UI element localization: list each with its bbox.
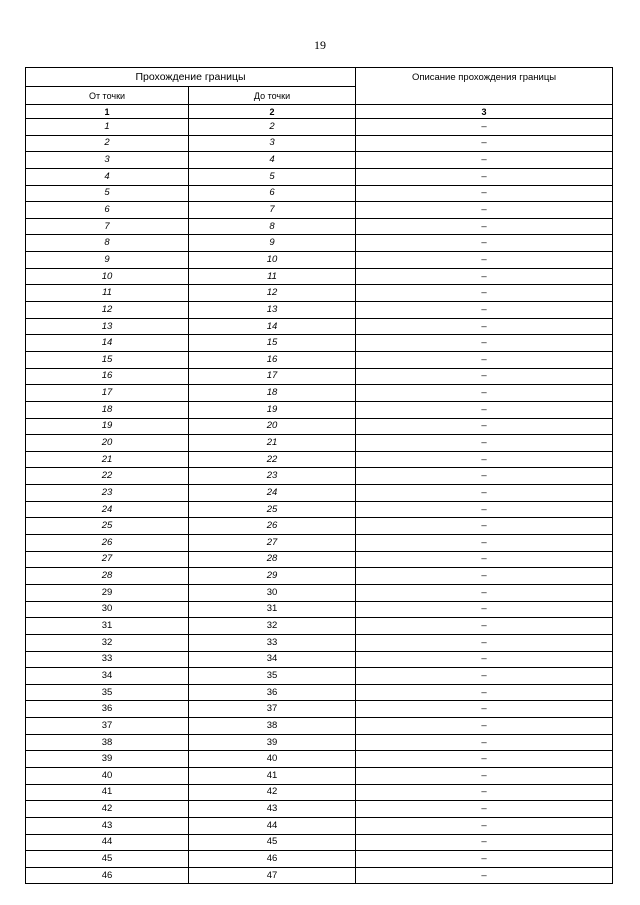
- to-point-cell: 12: [189, 285, 356, 302]
- description-cell: –: [356, 851, 613, 868]
- description-cell: –: [356, 218, 613, 235]
- description-cell: –: [356, 817, 613, 834]
- to-point-cell: 13: [189, 302, 356, 319]
- to-point-cell: 11: [189, 268, 356, 285]
- description-cell: –: [356, 734, 613, 751]
- to-point-cell: 36: [189, 684, 356, 701]
- from-point-cell: 13: [26, 318, 189, 335]
- description-cell: –: [356, 551, 613, 568]
- to-point-cell: 29: [189, 568, 356, 585]
- from-point-cell: 21: [26, 451, 189, 468]
- from-point-cell: 32: [26, 634, 189, 651]
- table-row: [26, 584, 613, 601]
- description-cell: –: [356, 119, 613, 136]
- from-point-cell: 11: [26, 285, 189, 302]
- table-row: [26, 368, 613, 385]
- column-number: 1: [26, 105, 189, 119]
- from-point-cell: 14: [26, 335, 189, 352]
- from-point-cell: 5: [26, 185, 189, 202]
- table-row: [26, 651, 613, 668]
- from-point-cell: 10: [26, 268, 189, 285]
- table-row: [26, 684, 613, 701]
- table-row: [26, 152, 613, 169]
- to-point-cell: 43: [189, 801, 356, 818]
- table-row: [26, 784, 613, 801]
- from-point-cell: 29: [26, 584, 189, 601]
- boundary-passage-header: Прохождение границы: [26, 68, 356, 87]
- table-row: [26, 634, 613, 651]
- table-row: [26, 252, 613, 269]
- table-row: [26, 801, 613, 818]
- from-point-cell: 28: [26, 568, 189, 585]
- to-point-cell: 27: [189, 535, 356, 552]
- from-point-cell: 6: [26, 202, 189, 219]
- description-cell: –: [356, 318, 613, 335]
- description-cell: –: [356, 784, 613, 801]
- to-point-cell: 17: [189, 368, 356, 385]
- to-point-cell: 2: [189, 119, 356, 136]
- from-point-cell: 31: [26, 618, 189, 635]
- to-point-cell: 4: [189, 152, 356, 169]
- table-row: [26, 568, 613, 585]
- to-point-cell: 18: [189, 385, 356, 402]
- description-cell: –: [356, 568, 613, 585]
- description-cell: –: [356, 335, 613, 352]
- column-numbers-row: [26, 105, 613, 119]
- from-point-cell: 8: [26, 235, 189, 252]
- from-point-cell: 42: [26, 801, 189, 818]
- from-point-cell: 24: [26, 501, 189, 518]
- table-row: [26, 451, 613, 468]
- table-row: [26, 235, 613, 252]
- from-point-cell: 15: [26, 351, 189, 368]
- description-cell: –: [356, 518, 613, 535]
- to-point-cell: 14: [189, 318, 356, 335]
- to-point-cell: 38: [189, 718, 356, 735]
- column-number: 2: [189, 105, 356, 119]
- description-cell: –: [356, 401, 613, 418]
- table-row: [26, 518, 613, 535]
- from-point-cell: 22: [26, 468, 189, 485]
- to-point-cell: 32: [189, 618, 356, 635]
- description-cell: –: [356, 418, 613, 435]
- to-point-cell: 16: [189, 351, 356, 368]
- to-point-cell: 24: [189, 485, 356, 502]
- table-row: [26, 335, 613, 352]
- from-point-cell: 44: [26, 834, 189, 851]
- description-cell: –: [356, 135, 613, 152]
- column-number: 3: [356, 105, 613, 119]
- from-point-cell: 45: [26, 851, 189, 868]
- to-point-cell: 41: [189, 767, 356, 784]
- from-point-cell: 9: [26, 252, 189, 269]
- description-header: Описание прохождения границы: [356, 68, 613, 105]
- to-point-cell: 19: [189, 401, 356, 418]
- to-point-cell: 7: [189, 202, 356, 219]
- from-point-cell: 7: [26, 218, 189, 235]
- table-row: [26, 119, 613, 136]
- from-point-cell: 35: [26, 684, 189, 701]
- table-row: [26, 435, 613, 452]
- to-point-cell: 3: [189, 135, 356, 152]
- table-row: [26, 834, 613, 851]
- table-row: [26, 385, 613, 402]
- table-row: [26, 218, 613, 235]
- from-point-cell: 25: [26, 518, 189, 535]
- table-row: [26, 485, 613, 502]
- to-point-cell: 39: [189, 734, 356, 751]
- table-row: [26, 468, 613, 485]
- description-cell: –: [356, 584, 613, 601]
- to-point-cell: 37: [189, 701, 356, 718]
- to-point-cell: 25: [189, 501, 356, 518]
- header-row: [26, 68, 613, 87]
- description-cell: –: [356, 252, 613, 269]
- to-point-cell: 34: [189, 651, 356, 668]
- from-point-cell: 37: [26, 718, 189, 735]
- description-cell: –: [356, 535, 613, 552]
- to-point-cell: 42: [189, 784, 356, 801]
- table-row: [26, 501, 613, 518]
- description-cell: –: [356, 385, 613, 402]
- from-point-cell: 33: [26, 651, 189, 668]
- from-point-cell: 16: [26, 368, 189, 385]
- to-point-cell: 46: [189, 851, 356, 868]
- table-row: [26, 268, 613, 285]
- to-point-cell: 15: [189, 335, 356, 352]
- description-cell: –: [356, 751, 613, 768]
- description-cell: –: [356, 268, 613, 285]
- from-point-cell: 34: [26, 668, 189, 685]
- from-point-cell: 26: [26, 535, 189, 552]
- from-point-cell: 41: [26, 784, 189, 801]
- table-row: [26, 601, 613, 618]
- table-row: [26, 418, 613, 435]
- description-cell: –: [356, 185, 613, 202]
- to-point-cell: 31: [189, 601, 356, 618]
- description-cell: –: [356, 468, 613, 485]
- table-row: [26, 202, 613, 219]
- to-point-cell: 30: [189, 584, 356, 601]
- table-row: [26, 302, 613, 319]
- boundary-table: [25, 67, 613, 884]
- from-point-cell: 18: [26, 401, 189, 418]
- to-point-header: До точки: [189, 87, 356, 105]
- table-row: [26, 618, 613, 635]
- description-cell: –: [356, 651, 613, 668]
- to-point-cell: 45: [189, 834, 356, 851]
- to-point-cell: 40: [189, 751, 356, 768]
- from-point-cell: 38: [26, 734, 189, 751]
- description-cell: –: [356, 285, 613, 302]
- description-cell: –: [356, 718, 613, 735]
- table-row: [26, 318, 613, 335]
- description-cell: –: [356, 634, 613, 651]
- from-point-cell: 19: [26, 418, 189, 435]
- description-cell: –: [356, 351, 613, 368]
- to-point-cell: 44: [189, 817, 356, 834]
- from-point-cell: 20: [26, 435, 189, 452]
- from-point-cell: 2: [26, 135, 189, 152]
- table-row: [26, 718, 613, 735]
- description-cell: –: [356, 801, 613, 818]
- table-row: [26, 401, 613, 418]
- from-point-header: От точки: [26, 87, 189, 105]
- table-row: [26, 851, 613, 868]
- from-point-cell: 12: [26, 302, 189, 319]
- table-row: [26, 535, 613, 552]
- table-row: [26, 351, 613, 368]
- to-point-cell: 9: [189, 235, 356, 252]
- from-point-cell: 40: [26, 767, 189, 784]
- from-point-cell: 1: [26, 119, 189, 136]
- to-point-cell: 10: [189, 252, 356, 269]
- table-row: [26, 285, 613, 302]
- to-point-cell: 20: [189, 418, 356, 435]
- description-cell: –: [356, 451, 613, 468]
- to-point-cell: 47: [189, 867, 356, 884]
- to-point-cell: 5: [189, 168, 356, 185]
- table-row: [26, 168, 613, 185]
- from-point-cell: 4: [26, 168, 189, 185]
- from-point-cell: 3: [26, 152, 189, 169]
- description-cell: –: [356, 601, 613, 618]
- to-point-cell: 35: [189, 668, 356, 685]
- to-point-cell: 28: [189, 551, 356, 568]
- description-cell: –: [356, 618, 613, 635]
- table-row: [26, 734, 613, 751]
- description-cell: –: [356, 501, 613, 518]
- description-cell: –: [356, 767, 613, 784]
- to-point-cell: 33: [189, 634, 356, 651]
- table-row: [26, 817, 613, 834]
- description-cell: –: [356, 152, 613, 169]
- page-number: 19: [314, 38, 326, 52]
- description-cell: –: [356, 235, 613, 252]
- description-cell: –: [356, 684, 613, 701]
- from-point-cell: 46: [26, 867, 189, 884]
- table-row: [26, 135, 613, 152]
- from-point-cell: 36: [26, 701, 189, 718]
- from-point-cell: 17: [26, 385, 189, 402]
- table-row: [26, 185, 613, 202]
- description-cell: –: [356, 834, 613, 851]
- description-cell: –: [356, 168, 613, 185]
- table-row: [26, 668, 613, 685]
- description-cell: –: [356, 867, 613, 884]
- table-row: [26, 551, 613, 568]
- to-point-cell: 6: [189, 185, 356, 202]
- description-cell: –: [356, 435, 613, 452]
- description-cell: –: [356, 668, 613, 685]
- to-point-cell: 8: [189, 218, 356, 235]
- description-cell: –: [356, 302, 613, 319]
- from-point-cell: 43: [26, 817, 189, 834]
- table-row: [26, 701, 613, 718]
- table-row: [26, 751, 613, 768]
- table-row: [26, 767, 613, 784]
- from-point-cell: 30: [26, 601, 189, 618]
- from-point-cell: 39: [26, 751, 189, 768]
- description-cell: –: [356, 202, 613, 219]
- table-row: [26, 867, 613, 884]
- to-point-cell: 23: [189, 468, 356, 485]
- description-cell: –: [356, 485, 613, 502]
- from-point-cell: 23: [26, 485, 189, 502]
- description-cell: –: [356, 701, 613, 718]
- description-cell: –: [356, 368, 613, 385]
- from-point-cell: 27: [26, 551, 189, 568]
- to-point-cell: 21: [189, 435, 356, 452]
- to-point-cell: 26: [189, 518, 356, 535]
- to-point-cell: 22: [189, 451, 356, 468]
